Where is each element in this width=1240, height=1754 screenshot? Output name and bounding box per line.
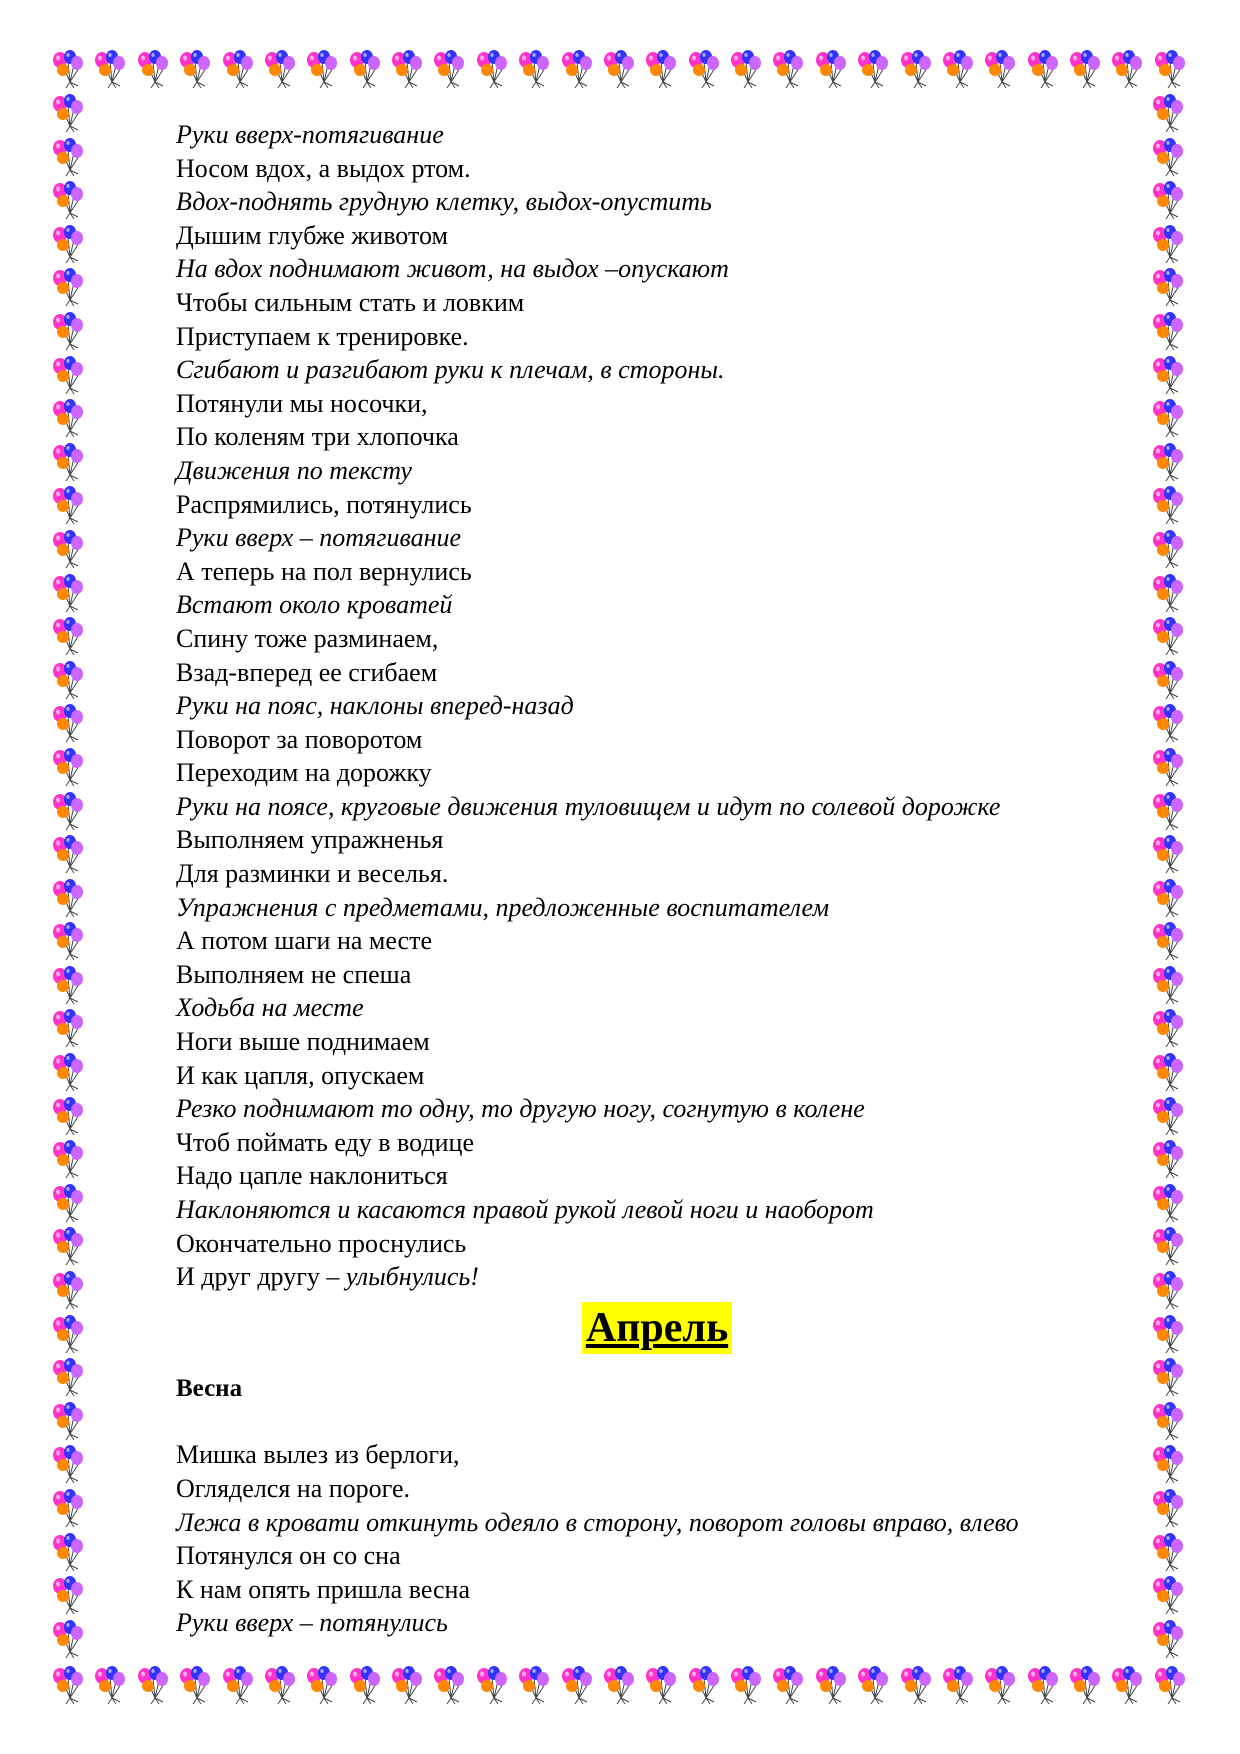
balloon-border-left: [48, 92, 90, 1660]
balloon-icon: [1148, 1269, 1190, 1311]
balloon-icon: [1148, 702, 1190, 744]
balloon-icon: [1023, 1664, 1065, 1706]
balloon-icon: [48, 1574, 90, 1616]
balloon-icon: [1148, 1487, 1190, 1529]
balloon-icon: [48, 92, 90, 134]
balloon-icon: [90, 48, 132, 90]
balloon-icon: [1148, 310, 1190, 352]
text-line: Сгибают и разгибают руки к плечам, в стороны.: [176, 355, 725, 385]
text-line: Чтобы сильным стать и ловким: [176, 287, 525, 317]
balloon-icon: [48, 1007, 90, 1049]
text-line: Ходьба на месте: [176, 993, 364, 1023]
balloon-icon: [48, 223, 90, 265]
balloon-icon: [1148, 223, 1190, 265]
balloon-icon: [1148, 615, 1190, 657]
balloon-icon: [1148, 92, 1190, 134]
text-line: А теперь на пол вернулись: [176, 556, 472, 586]
balloon-icon: [302, 48, 344, 90]
balloon-icon: [1148, 920, 1190, 962]
balloon-icon: [48, 179, 90, 221]
text-line: Для разминки и веселья.: [176, 859, 449, 889]
balloon-icon: [514, 1664, 556, 1706]
document-body: [176, 118, 1136, 1640]
balloon-border-right: [1148, 92, 1190, 1660]
text-line: Носом вдох, а выдох ртом.: [176, 153, 471, 183]
text-line: Взад-вперед ее сгибаем: [176, 657, 438, 687]
balloon-icon: [938, 1664, 980, 1706]
balloon-icon: [811, 48, 853, 90]
text-line: По коленям три хлопочка: [176, 422, 459, 452]
balloon-icon: [48, 1225, 90, 1267]
balloon-icon: [218, 1664, 260, 1706]
balloon-icon: [641, 48, 683, 90]
text-line: А потом шаги на месте: [176, 926, 433, 956]
text-line: Наклоняются и касаются правой рукой левой ноги и наоборот: [176, 1195, 874, 1224]
text-line: Движения по тексту: [176, 455, 412, 485]
balloon-icon: [1148, 179, 1190, 221]
text-line: Руки на поясе, круговые движения туловищем и идут по солевой дорожке: [176, 791, 1001, 821]
text-line: Распрямились, потянулись: [176, 489, 472, 519]
balloon-icon: [1148, 1574, 1190, 1616]
balloon-icon: [1107, 48, 1149, 90]
final-line-normal: И друг другу –: [176, 1262, 346, 1292]
balloon-icon: [1107, 1664, 1149, 1706]
text-line: Мишка вылез из берлоги,: [176, 1440, 460, 1470]
balloon-icon: [853, 48, 895, 90]
balloon-icon: [48, 615, 90, 657]
balloon-icon: [175, 48, 217, 90]
balloon-icon: [387, 48, 429, 90]
balloon-icon: [345, 1664, 387, 1706]
balloon-icon: [260, 48, 302, 90]
balloon-icon: [48, 1664, 90, 1706]
balloon-icon: [684, 1664, 726, 1706]
balloon-icon: [48, 1095, 90, 1137]
balloon-icon: [599, 48, 641, 90]
balloon-icon: [1148, 572, 1190, 614]
balloon-icon: [896, 48, 938, 90]
balloon-icon: [557, 1664, 599, 1706]
balloon-icon: [260, 1664, 302, 1706]
text-line: Руки вверх – потянулись: [176, 1608, 448, 1638]
text-line: Окончательно проснулись: [176, 1228, 467, 1258]
text-line: Переходим на дорожку: [176, 758, 432, 788]
balloon-icon: [345, 48, 387, 90]
balloon-icon: [48, 266, 90, 308]
text-line: На вдох поднимают живот, на выдох –опускают: [176, 254, 729, 284]
balloon-icon: [429, 48, 471, 90]
balloon-icon: [768, 48, 810, 90]
balloon-icon: [472, 48, 514, 90]
text-line: Резко поднимают то одну, то другую ногу, согнутую в колене: [176, 1094, 865, 1124]
balloon-icon: [175, 1664, 217, 1706]
text-line: Поворот за поворотом: [176, 724, 423, 754]
balloon-icon: [1023, 48, 1065, 90]
balloon-icon: [1148, 659, 1190, 701]
balloon-icon: [48, 1400, 90, 1442]
balloon-icon: [1148, 1051, 1190, 1093]
balloon-icon: [726, 48, 768, 90]
balloon-border-bottom: [48, 1664, 1192, 1706]
balloon-icon: [1148, 833, 1190, 875]
balloon-icon: [1148, 877, 1190, 919]
balloon-icon: [1148, 1225, 1190, 1267]
balloon-icon: [811, 1664, 853, 1706]
balloon-icon: [1148, 528, 1190, 570]
text-line: И как цапля, опускаем: [176, 1060, 425, 1090]
balloon-icon: [48, 136, 90, 178]
balloon-icon: [48, 964, 90, 1006]
balloon-icon: [48, 1487, 90, 1529]
text-line: Потянулся он со сна: [176, 1541, 401, 1571]
balloon-icon: [48, 1051, 90, 1093]
balloon-icon: [48, 790, 90, 832]
balloon-icon: [48, 1356, 90, 1398]
text-line: Дышим глубже животом: [176, 220, 448, 250]
balloon-icon: [641, 1664, 683, 1706]
balloon-icon: [514, 48, 556, 90]
balloon-icon: [90, 1664, 132, 1706]
balloon-icon: [1148, 1618, 1190, 1660]
balloon-icon: [48, 484, 90, 526]
balloon-border-top: [48, 48, 1192, 90]
text-line: Приступаем к тренировке.: [176, 321, 469, 351]
balloon-icon: [48, 572, 90, 614]
balloon-icon: [853, 1664, 895, 1706]
balloon-icon: [48, 310, 90, 352]
text-line: Ноги выше поднимаем: [176, 1027, 430, 1057]
balloon-icon: [48, 1531, 90, 1573]
text-line: Лежа в кровати откинуть одеяло в сторону, поворот головы вправо, влево: [176, 1507, 1019, 1537]
balloon-icon: [48, 1313, 90, 1355]
balloon-icon: [48, 48, 90, 90]
final-line: [176, 1260, 1136, 1294]
balloon-icon: [302, 1664, 344, 1706]
balloon-icon: [980, 48, 1022, 90]
balloon-icon: [1148, 1313, 1190, 1355]
section-title: Весна: [176, 1374, 243, 1402]
balloon-icon: [1148, 266, 1190, 308]
text-line: Спину тоже разминаем,: [176, 623, 439, 653]
balloon-icon: [980, 1664, 1022, 1706]
balloon-icon: [48, 1138, 90, 1180]
balloon-icon: [938, 48, 980, 90]
balloon-icon: [1148, 964, 1190, 1006]
balloon-icon: [48, 1443, 90, 1485]
balloon-icon: [1148, 1400, 1190, 1442]
balloon-icon: [1065, 1664, 1107, 1706]
balloon-icon: [1148, 441, 1190, 483]
balloon-icon: [48, 877, 90, 919]
balloon-icon: [1148, 1182, 1190, 1224]
text-line: Руки на пояс, наклоны вперед-назад: [176, 691, 574, 721]
balloon-icon: [133, 48, 175, 90]
balloon-icon: [48, 746, 90, 788]
poem-lines: [176, 118, 1136, 1260]
balloon-icon: [1148, 397, 1190, 439]
balloon-icon: [472, 1664, 514, 1706]
balloon-icon: [48, 1618, 90, 1660]
balloon-icon: [599, 1664, 641, 1706]
text-line: Руки вверх – потягивание: [176, 523, 462, 553]
balloon-icon: [48, 702, 90, 744]
balloon-icon: [1148, 1095, 1190, 1137]
balloon-icon: [1148, 790, 1190, 832]
balloon-icon: [48, 528, 90, 570]
balloon-icon: [218, 48, 260, 90]
balloon-icon: [48, 1182, 90, 1224]
balloon-icon: [1150, 1664, 1192, 1706]
balloon-icon: [387, 1664, 429, 1706]
balloon-icon: [48, 833, 90, 875]
balloon-icon: [48, 659, 90, 701]
text-line: Выполняем упражненья: [176, 825, 444, 855]
balloon-icon: [1148, 1007, 1190, 1049]
text-line: К нам опять пришла весна: [176, 1574, 471, 1604]
balloon-icon: [48, 397, 90, 439]
balloon-icon: [48, 441, 90, 483]
balloon-icon: [1150, 48, 1192, 90]
balloon-icon: [684, 48, 726, 90]
text-line: Упражнения с предметами, предложенные воспитателем: [176, 892, 830, 922]
balloon-icon: [1148, 1138, 1190, 1180]
text-line: Вдох-поднять грудную клетку, выдох-опустить: [176, 187, 712, 217]
final-line-italic: улыбнулись!: [345, 1262, 479, 1292]
balloon-icon: [48, 354, 90, 396]
balloon-icon: [133, 1664, 175, 1706]
text-line: Огляделся на пороге.: [176, 1473, 411, 1503]
balloon-icon: [1148, 484, 1190, 526]
text-line: Потянули мы носочки,: [176, 388, 428, 418]
month-heading: Апрель: [582, 1302, 732, 1354]
balloon-icon: [1148, 1356, 1190, 1398]
balloon-icon: [1148, 1443, 1190, 1485]
balloon-icon: [429, 1664, 471, 1706]
balloon-icon: [48, 1269, 90, 1311]
text-line: Выполняем не спеша: [176, 959, 412, 989]
balloon-icon: [768, 1664, 810, 1706]
section-lines: [176, 1438, 1136, 1640]
balloon-icon: [1148, 354, 1190, 396]
month-heading-wrap: [176, 1302, 1136, 1362]
balloon-icon: [1065, 48, 1107, 90]
balloon-icon: [1148, 746, 1190, 788]
text-line: Встают около кроватей: [176, 590, 453, 620]
balloon-icon: [48, 920, 90, 962]
balloon-icon: [726, 1664, 768, 1706]
balloon-icon: [1148, 1531, 1190, 1573]
text-line: Надо цапле наклониться: [176, 1161, 448, 1191]
balloon-icon: [1148, 136, 1190, 178]
text-line: Руки вверх-потягивание: [176, 120, 444, 149]
text-line: Чтоб поймать еду в водице: [176, 1127, 474, 1157]
balloon-icon: [557, 48, 599, 90]
balloon-icon: [896, 1664, 938, 1706]
